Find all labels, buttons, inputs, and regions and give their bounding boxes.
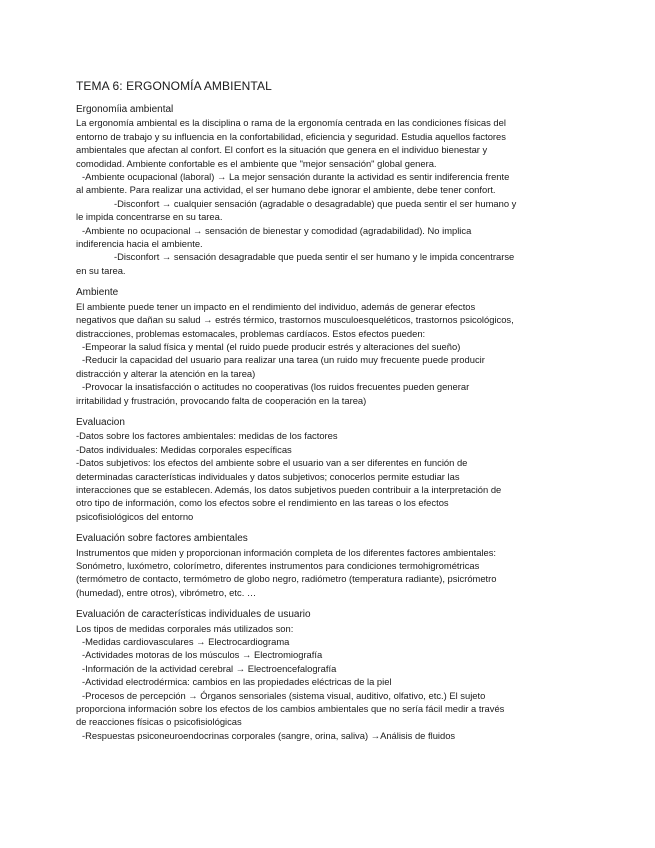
paragraph-line: La ergonomía ambiental es la disciplina o rama de la ergonomía centrada en las condiciones físicas del [76,117,506,129]
paragraph-line: interacciones que se establecen. Además, los datos subjetivos pueden contribuir a la interpretación de [76,483,502,495]
paragraph-line: -Datos individuales: Medidas corporales específicas [76,443,292,455]
paragraph-line: -Información de la actividad cerebral → Electroencefalografía [82,662,337,674]
document-title: TEMA 6: ERGONOMÍA AMBIENTAL [76,79,272,93]
paragraph-line: -Respuestas psiconeuroendocrinas corporales (sangre, orina, saliva) →Análisis de fluidos [82,729,456,741]
document-body [76,103,578,742]
paragraph-line: proporciona información sobre los efectos de los cambios ambientales que no sería fácil medir a través [76,703,505,715]
paragraph-line: indiferencia hacia el ambiente. [76,238,203,250]
document-section [76,532,578,599]
paragraph-line: determinadas características individuales y datos subjetivos; conocerlos permite estudiar las [76,470,460,482]
paragraph-line: -Disconfort → cualquier sensación (agradable o desagradable) que pueda sentir el ser humano y [114,197,517,209]
section-heading: Evaluacion [76,416,125,428]
paragraph-line: -Medidas cardiovasculares → Electrocardiograma [82,636,290,648]
paragraph-line: psicofisiológicos del entorno [76,510,194,522]
paragraph-line: -Actividades motoras de los músculos → Electromiografía [82,649,323,661]
paragraph-line: -Datos subjetivos: los efectos del ambiente sobre el usuario van a ser diferentes en función de [76,457,468,469]
paragraph-line: entorno de trabajo y su influencia en la confortabilidad, eficiencia y seguridad. Estudia aquellos factores [76,130,506,142]
paragraph-line: negativos que dañan su salud → estrés térmico, trastornos musculoesqueléticos, trastornos psicológicos, [76,314,514,326]
paragraph-line: al ambiente. Para realizar una actividad, el ser humano debe ignorar el ambiente, debe tener confort. [76,184,496,196]
paragraph-line: -Reducir la capacidad del usuario para realizar una tarea (un ruido muy frecuente puede producir [82,354,485,366]
paragraph-line: (humedad), entre otros), vibrómetro, etc. … [76,586,257,598]
paragraph-line: -Ambiente ocupacional (laboral) → La mejor sensación durante la actividad es sentir indiferencia frente [82,171,510,183]
paragraph-line: otro tipo de información, como los efectos sobre el rendimiento en las tareas o los efectos [76,497,449,509]
paragraph-line: comodidad. Ambiente confortable es el ambiente que "mejor sensación" global genera. [76,157,437,169]
paragraph-line: -Procesos de percepción → Órganos sensoriales (sistema visual, auditivo, olfativo, etc.) El sujeto [82,689,486,701]
section-heading: Evaluación sobre factores ambientales [76,533,248,545]
document-page [76,79,578,751]
document-section [76,103,578,277]
paragraph-line: distracción y alterar la atención en la tarea) [76,367,256,379]
paragraph-line: -Ambiente no ocupacional → sensación de bienestar y comodidad (agradabilidad). No implica [82,224,472,236]
document-section [76,286,578,407]
section-heading: Evaluación de características individuales de usuario [76,609,311,621]
paragraph-line: -Disconfort → sensación desagradable que pueda sentir el ser humano y le impida concentrarse [114,251,515,263]
paragraph-line: -Actividad electrodérmica: cambios en las propiedades eléctricas de la piel [82,676,392,688]
document-section [76,416,578,523]
paragraph-line: de reacciones físicas o psicofisiológicas [76,716,242,728]
paragraph-line: -Empeorar la salud física y mental (el ruido puede producir estrés y alteraciones del sueño) [82,340,461,352]
paragraph-line: Instrumentos que miden y proporcionan información completa de los diferentes factores ambientales: [76,546,497,558]
paragraph-line: distracciones, problemas estomacales, problemas cardíacos. Estos efectos pueden: [76,327,426,339]
paragraph-line: El ambiente puede tener un impacto en el rendimiento del individuo, además de generar efectos [76,300,476,312]
document-section [76,608,578,742]
paragraph-line: -Provocar la insatisfacción o actitudes no cooperativas (los ruidos frecuentes pueden generar [82,381,470,393]
paragraph-line: Sonómetro, luxómetro, colorímetro, diferentes instrumentos para condiciones termohigrométricas [76,560,480,571]
paragraph-line: (termómetro de contacto, termómetro de globo negro, radiómetro (temperatura radiante), psicrómetro [76,573,497,585]
paragraph-line: irritabilidad y frustración, provocando falta de cooperación en la tarea) [76,394,367,406]
section-heading: Ergonomíia ambiental [76,104,174,115]
paragraph-line: Los tipos de medidas corporales más utilizados son: [76,622,294,634]
paragraph-line: -Datos sobre los factores ambientales: medidas de los factores [76,430,338,442]
section-heading: Ambiente [76,287,119,299]
paragraph-line: ambientales que afectan al confort. El confort es la situación que genera en el individuo bienestar y [76,144,488,156]
paragraph-line: en su tarea. [76,264,126,276]
paragraph-line: le impida concentrarse en su tarea. [76,211,223,223]
